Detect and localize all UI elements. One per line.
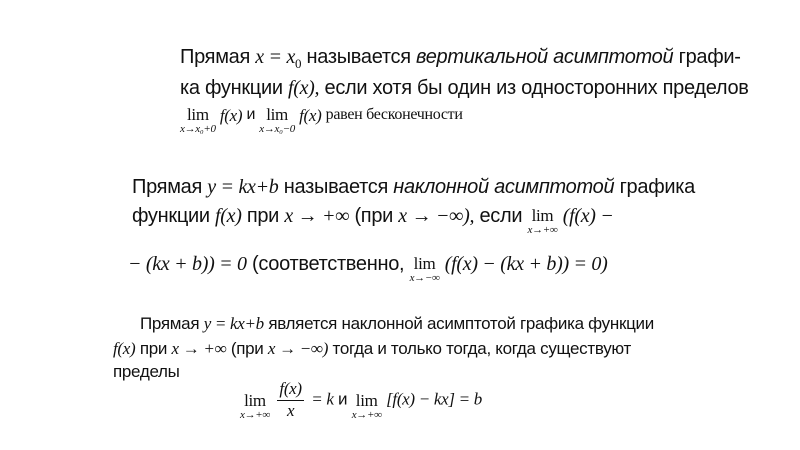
text-line: пределы [113,362,180,381]
limit-expression: lim x→x₀−0 [259,105,295,135]
limit-expression: lim x→+∞ [240,391,270,421]
formula-line: lim x→x₀+0 f(x) и lim x→x₀−0 f(x) равен бесконечности [180,105,463,135]
text-line: Прямая $x = x_0$ называется вертикальной асимптотой графи- [180,46,741,71]
text-line: Прямая y = kx+b является наклонной асимптотой графика функции [140,314,654,333]
fraction: $\frac{f(x)}{x}$ [279,379,302,420]
term-vertical-asymptote: вертикальной асимптотой [416,46,674,68]
term-oblique-asymptote: наклонной асимптотой [393,176,615,198]
text-line: функции f(x) при x → +∞ (при x → −∞), если lim x→+∞ (f(x) − [132,205,614,236]
limit-expression: lim x→x₀+0 [180,105,216,135]
limit-expression: lim x→−∞ [409,254,440,284]
formula-line: lim x→+∞ $\frac{f(x)}{x}$ = k и lim x→+∞ [f(x) − kx] = b [240,379,482,421]
text-line: Прямая y = kx+b называется наклонной асимптотой графика [132,176,695,198]
text-line: f(x) при x → +∞ (при x → −∞) тогда и только тогда, когда существуют [113,339,631,358]
limit-expression: lim x→+∞ [351,391,382,421]
text-line: − (kx + b)) = 0 (соответственно, lim x→−∞ (f(x) − (kx + b)) = 0) [128,253,608,284]
text-line: ка функции f(x), если хотя бы один из односторонних пределов [180,77,749,99]
limit-expression: lim x→+∞ [527,206,558,236]
